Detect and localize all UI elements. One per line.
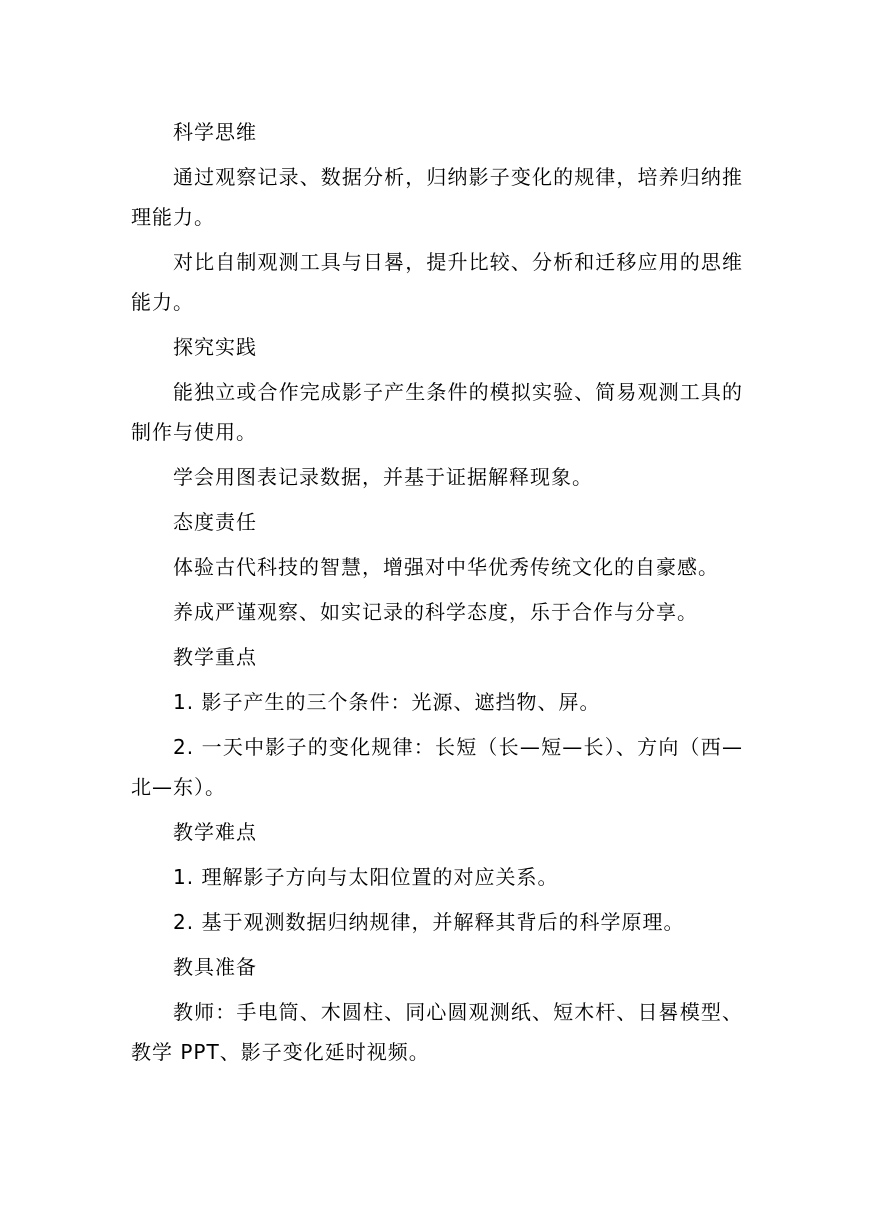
paragraph: 养成严谨观察、如实记录的科学态度，乐于合作与分享。 xyxy=(173,600,698,624)
section-heading-scientific-thinking: 科学思维 xyxy=(173,120,257,144)
list-item: 2. 一天中影子的变化规律：长短（长—短—长）、方向（西—北—东）。 xyxy=(131,735,743,799)
paragraph: 对比自制观测工具与日晷，提升比较、分析和迁移应用的思维能力。 xyxy=(131,250,743,314)
paragraph: 通过观察记录、数据分析，归纳影子变化的规律，培养归纳推理能力。 xyxy=(131,165,743,229)
section-heading-teaching-focus: 教学重点 xyxy=(173,645,257,669)
list-item: 1. 理解影子方向与太阳位置的对应关系。 xyxy=(173,865,559,889)
paragraph: 能独立或合作完成影子产生条件的模拟实验、简易观测工具的制作与使用。 xyxy=(131,380,743,444)
section-heading-attitude-responsibility: 态度责任 xyxy=(173,510,257,534)
section-heading-teaching-difficulty: 教学难点 xyxy=(173,820,257,844)
section-heading-inquiry-practice: 探究实践 xyxy=(173,335,257,359)
list-item: 1. 影子产生的三个条件：光源、遮挡物、屏。 xyxy=(173,690,601,714)
paragraph: 体验古代科技的智慧，增强对中华优秀传统文化的自豪感。 xyxy=(173,555,719,579)
paragraph: 学会用图表记录数据，并基于证据解释现象。 xyxy=(173,465,593,489)
list-item: 2. 基于观测数据归纳规律，并解释其背后的科学原理。 xyxy=(173,910,685,934)
document-body xyxy=(131,112,743,1072)
section-heading-teaching-aids: 教具准备 xyxy=(173,955,257,979)
paragraph: 教师：手电筒、木圆柱、同心圆观测纸、短木杆、日晷模型、教学 PPT、影子变化延时视频。 xyxy=(131,1000,743,1064)
